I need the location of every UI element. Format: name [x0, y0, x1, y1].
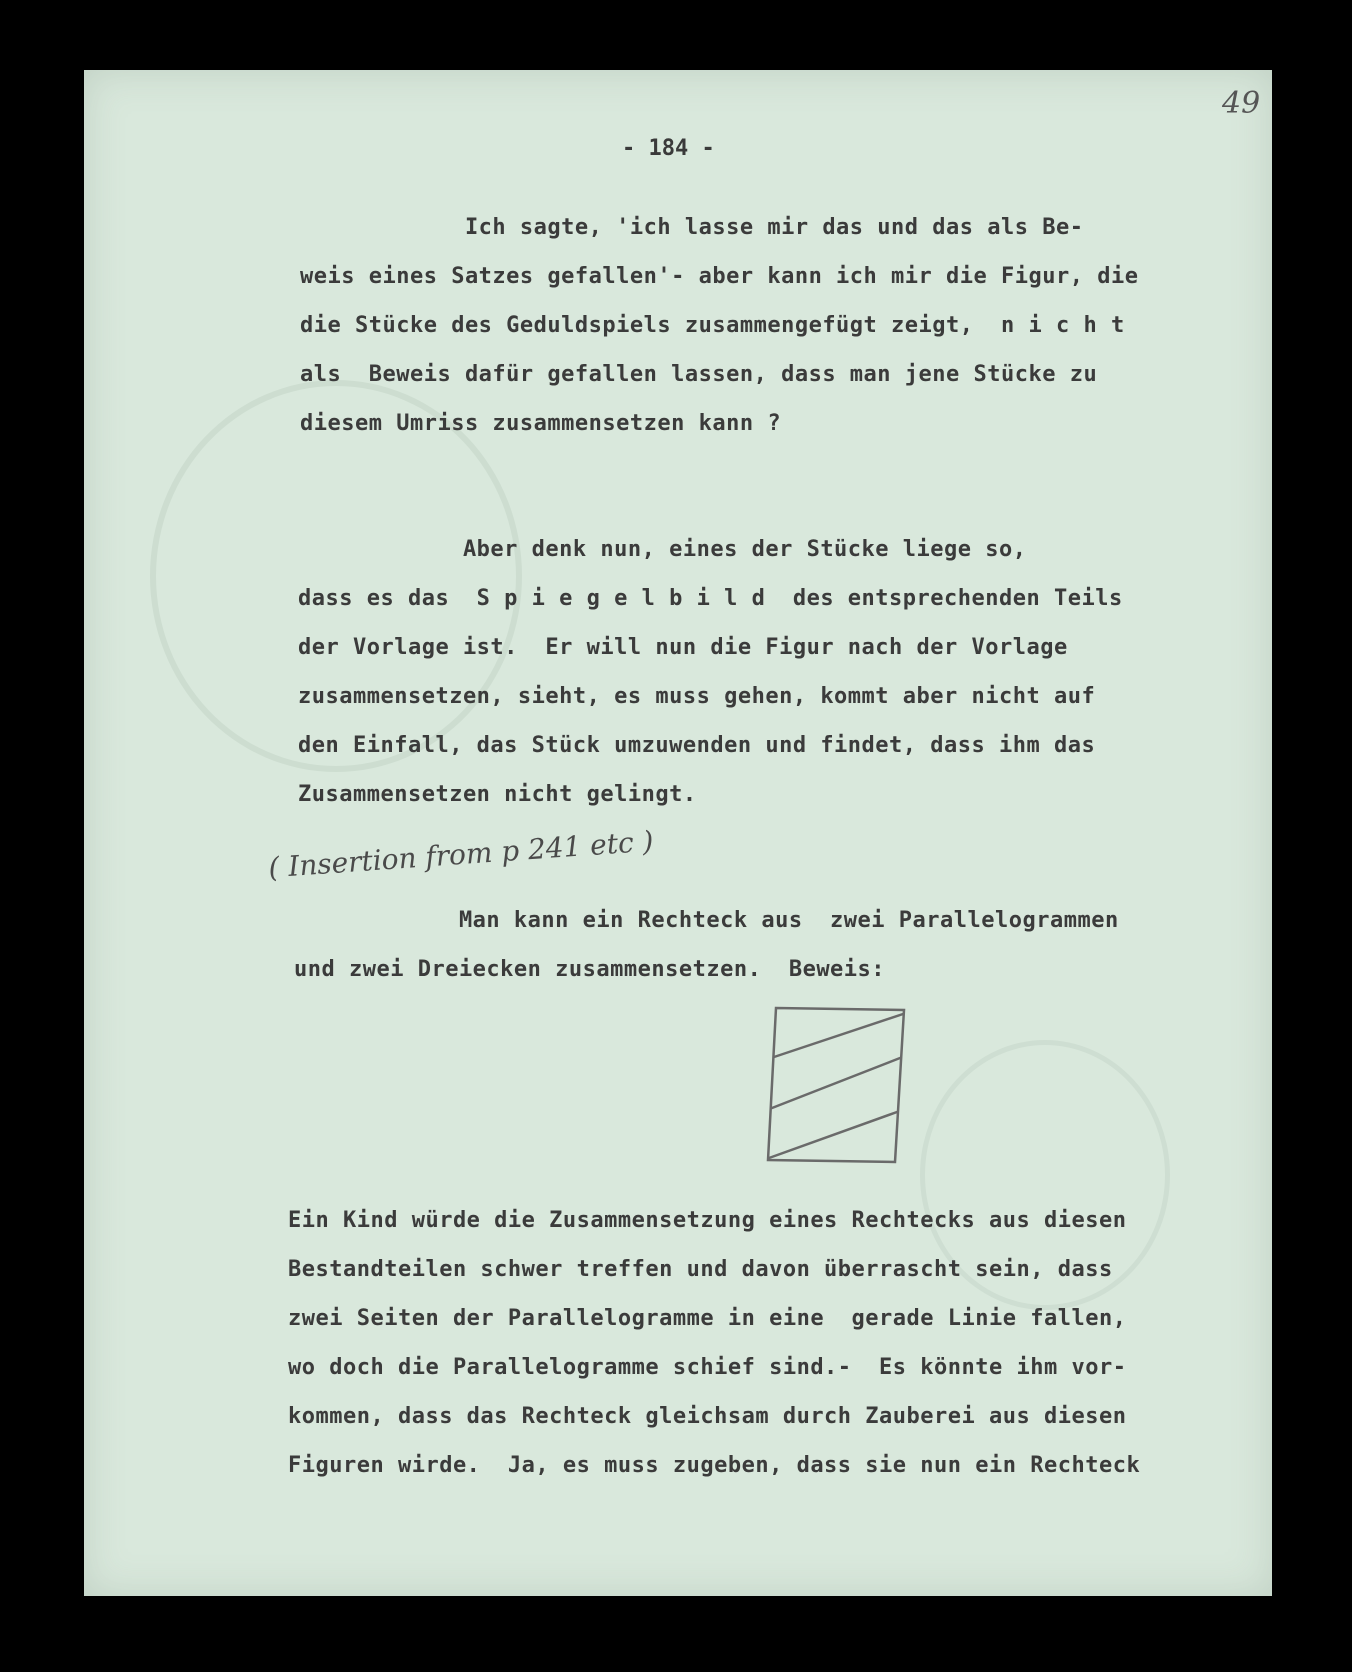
para1-line: weis eines Satzes gefallen'- aber kann ich mir die Figur, die: [300, 264, 1139, 289]
rectangle-proof-figure: [764, 1000, 914, 1170]
para3-line: Man kann ein Rechteck aus zwei Parallelogrammen: [294, 908, 1119, 933]
diagonal-line: [772, 1058, 900, 1108]
library-stamp: [150, 380, 522, 772]
para2-line: der Vorlage ist. Er will nun die Figur nach der Vorlage: [298, 635, 1068, 660]
para1-line: als Beweis dafür gefallen lassen, dass man jene Stücke zu: [300, 362, 1098, 387]
para2-line: dass es das S p i e g e l b i l d des entsprechenden Teils: [298, 586, 1123, 611]
folio-number: 49: [1222, 86, 1261, 121]
para1-line: Ich sagte, 'ich lasse mir das und das als Be-: [300, 215, 1084, 240]
para1-line: diesem Umriss zusammensetzen kann ?: [300, 411, 782, 436]
para4-line: wo doch die Parallelogramme schief sind.- Es könnte ihm vor-: [288, 1355, 1127, 1380]
para2-line: den Einfall, das Stück umzuwenden und findet, dass ihm das: [298, 733, 1096, 758]
para4-line: kommen, dass das Rechteck gleichsam durch Zauberei aus diesen: [288, 1404, 1127, 1429]
para4-line: Ein Kind würde die Zusammensetzung eines Rechtecks aus diesen: [288, 1208, 1127, 1233]
para2-line: Aber denk nun, eines der Stücke liege so,: [298, 537, 1027, 562]
para1-line: die Stücke des Geduldspiels zusammengefügt zeigt, n i c h t: [300, 313, 1125, 338]
para4-line: Bestandteilen schwer treffen und davon überrascht sein, dass: [288, 1257, 1113, 1282]
rectangle-outline: [768, 1008, 904, 1162]
handwritten-note: ( Insertion from p 241 etc ): [267, 824, 655, 885]
para3-line: und zwei Dreiecken zusammensetzen. Beweis:: [294, 957, 886, 982]
para4-line: Figuren wirde. Ja, es muss zugeben, dass sie nun ein Rechteck: [288, 1453, 1141, 1478]
para2-line: Zusammensetzen nicht gelingt.: [298, 782, 697, 807]
para4-line: zwei Seiten der Parallelogramme in eine gerade Linie fallen,: [288, 1306, 1127, 1331]
para2-line: zusammensetzen, sieht, es muss gehen, kommt aber nicht auf: [298, 684, 1096, 709]
diagonal-line: [774, 1014, 903, 1057]
diagonal-line: [769, 1112, 897, 1158]
page-number: - 184 -: [622, 136, 715, 161]
